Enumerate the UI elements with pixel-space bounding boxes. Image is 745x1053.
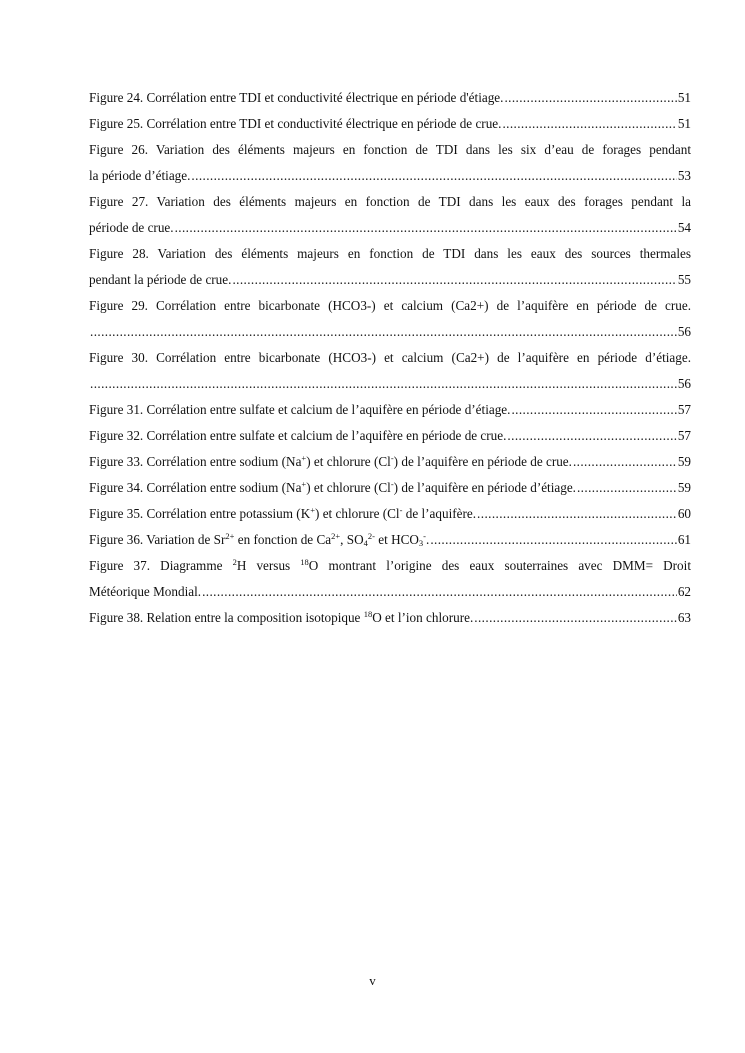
toc-entry-text-line1: Figure 37. Diagramme $^2$H versus $^{18}$O montrant l’origine des eaux souterraines avec DMM= Droit (89, 557, 691, 573)
toc-entry-38[interactable] (89, 608, 691, 634)
toc-entry-36[interactable] (89, 530, 691, 556)
toc-entry-28[interactable] (89, 244, 691, 270)
toc-page-number: 57 (677, 428, 691, 443)
dot-leader (507, 426, 676, 446)
toc-entry-text: Figure 34. Corrélation entre sodium (Na+) et chlorure (Cl-) de l’aquifère en période d’étiage. (89, 479, 576, 495)
toc-entry-text: Figure 38. Relation entre la composition isotopique $^{18}$O et l’ion chlorure. (89, 609, 474, 625)
dot-leader (175, 218, 677, 238)
toc-entry-text-line1: Figure 29. Corrélation entre bicarbonate (HCO3-) et calcium (Ca2+) de l’aquifère en période de crue. (89, 298, 691, 313)
toc-page-number: 53 (677, 168, 691, 183)
toc-page-number: 59 (677, 454, 691, 469)
toc-entry-text-line1: Figure 27. Variation des éléments majeurs en fonction de TDI dans les eaux des forages pendant la (89, 194, 691, 209)
toc-entry-text: Figure 33. Corrélation entre sodium (Na+) et chlorure (Cl-) de l’aquifère en période de crue. (89, 453, 572, 469)
dot-leader (90, 374, 677, 394)
toc-entry-26[interactable] (89, 140, 691, 166)
page-number-footer: v (369, 973, 376, 988)
dot-leader (202, 582, 677, 602)
toc-entry-text: Météorique Mondial. (89, 584, 202, 599)
toc-entry-30-cont[interactable] (89, 374, 691, 400)
list-of-figures (89, 88, 691, 634)
toc-entry-27[interactable] (89, 192, 691, 218)
toc-entry-35[interactable] (89, 504, 691, 530)
dot-leader (511, 400, 676, 420)
toc-page-number: 51 (677, 90, 691, 105)
toc-entry-29[interactable] (89, 296, 691, 322)
toc-page-number: 60 (677, 506, 691, 521)
toc-entry-text-line1: Figure 30. Corrélation entre bicarbonate (HCO3-) et calcium (Ca2+) de l’aquifère en période d’étiage. (89, 350, 691, 365)
dot-leader (474, 608, 677, 628)
toc-page-number: 59 (677, 480, 691, 495)
toc-page-number: 56 (677, 376, 691, 391)
toc-entry-37-cont[interactable] (89, 582, 691, 608)
toc-page-number: 56 (677, 324, 691, 339)
dot-leader (191, 166, 676, 186)
toc-entry-text: Figure 25. Corrélation entre TDI et conductivité électrique en période de crue. (89, 116, 502, 131)
toc-entry-29-cont[interactable] (89, 322, 691, 348)
toc-page-number: 54 (677, 220, 691, 235)
toc-page-number: 61 (677, 532, 691, 547)
toc-page-number: 63 (677, 610, 691, 625)
toc-entry-30[interactable] (89, 348, 691, 374)
toc-entry-34[interactable] (89, 478, 691, 504)
toc-entry-25[interactable] (89, 114, 691, 140)
toc-entry-31[interactable] (89, 400, 691, 426)
toc-entry-text: Figure 35. Corrélation entre potassium (K+) et chlorure (Cl- de l’aquifère. (89, 505, 477, 521)
toc-entry-text: pendant la période de crue. (89, 272, 232, 287)
toc-entry-24[interactable] (89, 88, 691, 114)
dot-leader (504, 88, 676, 108)
dot-leader (577, 478, 677, 498)
dot-leader (502, 114, 676, 134)
toc-entry-text: période de crue. (89, 220, 174, 235)
toc-entry-text: Figure 31. Corrélation entre sulfate et calcium de l’aquifère en période d’étiage. (89, 402, 511, 417)
toc-entry-text: la période d’étiage. (89, 168, 191, 183)
toc-entry-28-cont[interactable] (89, 270, 691, 296)
toc-entry-26-cont[interactable] (89, 166, 691, 192)
toc-entry-33[interactable] (89, 452, 691, 478)
toc-entry-text: Figure 32. Corrélation entre sulfate et calcium de l’aquifère en période de crue. (89, 428, 507, 443)
dot-leader (90, 322, 677, 342)
dot-leader (477, 504, 677, 524)
toc-entry-27-cont[interactable] (89, 218, 691, 244)
dot-leader (430, 530, 677, 550)
toc-entry-text-line1: Figure 26. Variation des éléments majeurs en fonction de TDI dans les six d’eau de forages pendant (89, 142, 691, 157)
toc-page-number: 51 (677, 116, 691, 131)
toc-page-number: 55 (677, 272, 691, 287)
toc-page-number: 62 (677, 584, 691, 599)
toc-entry-text: Figure 24. Corrélation entre TDI et conductivité électrique en période d'étiage. (89, 90, 504, 105)
dot-leader (232, 270, 676, 290)
dot-leader (573, 452, 677, 472)
toc-entry-text: Figure 36. Variation de $Sr^{2+}$ en fonction de $Ca^{2+}$, $SO_4^{2-}$ et $HCO_3^-$. (89, 531, 430, 548)
toc-page-number: 57 (677, 402, 691, 417)
toc-entry-37[interactable] (89, 556, 691, 582)
toc-entry-text-line1: Figure 28. Variation des éléments majeurs en fonction de TDI dans les eaux des sources thermales (89, 246, 691, 261)
toc-entry-32[interactable] (89, 426, 691, 452)
